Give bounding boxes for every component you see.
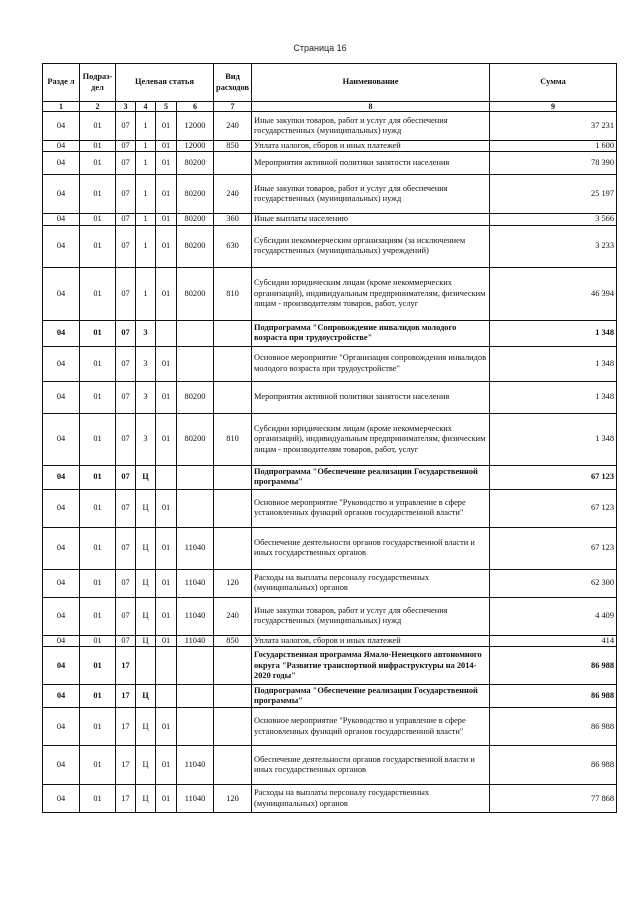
- column-number: 3: [116, 102, 136, 112]
- cell-podrazdel: 01: [80, 112, 116, 141]
- header-expense-type: Вид расходов: [214, 64, 252, 102]
- cell-name: Обеспечение деятельности органов государственной власти и иных государственных органов: [252, 746, 490, 785]
- cell-razdel: 04: [43, 381, 80, 413]
- cell-razdel: 04: [43, 708, 80, 746]
- cell-program: 07: [116, 597, 136, 635]
- table-row: [43, 527, 617, 569]
- cell-event: 01: [156, 569, 177, 597]
- header-target-article: Целевая статья: [116, 64, 214, 102]
- cell-expense-type: 810: [214, 413, 252, 465]
- cell-name: Обеспечение деятельности органов государственной власти и иных государственных органов: [252, 527, 490, 569]
- cell-expense-type: 810: [214, 267, 252, 320]
- cell-event: 01: [156, 152, 177, 175]
- cell-subprogram: 1: [136, 112, 156, 141]
- cell-expense-type: 240: [214, 112, 252, 141]
- cell-razdel: 04: [43, 685, 80, 708]
- cell-program: 17: [116, 746, 136, 785]
- cell-expense-type: 630: [214, 225, 252, 267]
- cell-podrazdel: 01: [80, 141, 116, 152]
- cell-event: 01: [156, 225, 177, 267]
- cell-sum: 414: [490, 635, 617, 646]
- cell-subprogram: 3: [136, 320, 156, 346]
- cell-name: Уплата налогов, сборов и иных платежей: [252, 141, 490, 152]
- cell-sum: 86 988: [490, 708, 617, 746]
- cell-direction: [177, 489, 214, 527]
- cell-podrazdel: 01: [80, 708, 116, 746]
- cell-direction: 11040: [177, 569, 214, 597]
- cell-podrazdel: 01: [80, 225, 116, 267]
- cell-razdel: 04: [43, 465, 80, 489]
- cell-direction: [177, 685, 214, 708]
- cell-podrazdel: 01: [80, 597, 116, 635]
- cell-razdel: 04: [43, 141, 80, 152]
- cell-direction: 80200: [177, 413, 214, 465]
- cell-razdel: 04: [43, 225, 80, 267]
- cell-sum: 67 123: [490, 489, 617, 527]
- column-number: 7: [214, 102, 252, 112]
- cell-name: Иные закупки товаров, работ и услуг для обеспечения государственных (муниципальных) нужд: [252, 597, 490, 635]
- cell-name: Основное мероприятие "Руководство и управление в сфере установленных функций органов государственной власти": [252, 489, 490, 527]
- cell-razdel: 04: [43, 214, 80, 225]
- cell-direction: [177, 647, 214, 685]
- cell-program: 07: [116, 346, 136, 381]
- cell-program: 07: [116, 214, 136, 225]
- header-razdel: Разде л: [43, 64, 80, 102]
- cell-podrazdel: 01: [80, 175, 116, 214]
- cell-direction: 12000: [177, 141, 214, 152]
- cell-event: 01: [156, 346, 177, 381]
- cell-podrazdel: 01: [80, 267, 116, 320]
- column-number: 9: [490, 102, 617, 112]
- cell-razdel: 04: [43, 635, 80, 646]
- cell-sum: 78 390: [490, 152, 617, 175]
- cell-razdel: 04: [43, 112, 80, 141]
- table-row: [43, 635, 617, 646]
- cell-program: 07: [116, 225, 136, 267]
- cell-podrazdel: 01: [80, 647, 116, 685]
- table-row: [43, 597, 617, 635]
- cell-podrazdel: 01: [80, 685, 116, 708]
- cell-sum: 25 197: [490, 175, 617, 214]
- cell-event: 01: [156, 112, 177, 141]
- cell-program: 07: [116, 465, 136, 489]
- cell-sum: 46 394: [490, 267, 617, 320]
- cell-direction: 80200: [177, 225, 214, 267]
- cell-direction: 11040: [177, 527, 214, 569]
- header-row: [43, 64, 617, 102]
- cell-program: 07: [116, 112, 136, 141]
- cell-subprogram: 1: [136, 225, 156, 267]
- cell-expense-type: [214, 489, 252, 527]
- cell-razdel: 04: [43, 152, 80, 175]
- cell-expense-type: 120: [214, 785, 252, 813]
- cell-expense-type: [214, 647, 252, 685]
- cell-program: 07: [116, 152, 136, 175]
- cell-sum: 1 348: [490, 413, 617, 465]
- page-label: Страница 16: [293, 43, 347, 53]
- cell-name: Иные закупки товаров, работ и услуг для обеспечения государственных (муниципальных) нужд: [252, 175, 490, 214]
- cell-podrazdel: 01: [80, 413, 116, 465]
- cell-podrazdel: 01: [80, 527, 116, 569]
- cell-expense-type: [214, 381, 252, 413]
- cell-event: 01: [156, 141, 177, 152]
- cell-subprogram: Ц: [136, 527, 156, 569]
- cell-event: 01: [156, 527, 177, 569]
- cell-program: 17: [116, 708, 136, 746]
- cell-event: 01: [156, 214, 177, 225]
- column-number-row: [43, 102, 617, 112]
- cell-name: Уплата налогов, сборов и иных платежей: [252, 635, 490, 646]
- cell-direction: 11040: [177, 785, 214, 813]
- cell-razdel: 04: [43, 320, 80, 346]
- cell-sum: 1 348: [490, 381, 617, 413]
- cell-direction: [177, 346, 214, 381]
- cell-event: 01: [156, 267, 177, 320]
- cell-direction: 80200: [177, 267, 214, 320]
- cell-subprogram: Ц: [136, 489, 156, 527]
- cell-razdel: 04: [43, 267, 80, 320]
- cell-expense-type: [214, 527, 252, 569]
- cell-sum: 3 566: [490, 214, 617, 225]
- column-number: 6: [177, 102, 214, 112]
- cell-event: 01: [156, 489, 177, 527]
- table-row: [43, 489, 617, 527]
- cell-event: 01: [156, 381, 177, 413]
- cell-subprogram: 3: [136, 346, 156, 381]
- cell-direction: 80200: [177, 152, 214, 175]
- cell-name: Мероприятия активной политики занятости населения: [252, 152, 490, 175]
- cell-subprogram: Ц: [136, 746, 156, 785]
- cell-program: 07: [116, 175, 136, 214]
- header-sum: Сумма: [490, 64, 617, 102]
- cell-expense-type: 240: [214, 597, 252, 635]
- column-number: 2: [80, 102, 116, 112]
- cell-podrazdel: 01: [80, 489, 116, 527]
- table-row: [43, 381, 617, 413]
- cell-sum: 1 348: [490, 320, 617, 346]
- cell-event: 01: [156, 785, 177, 813]
- cell-name: Иные выплаты населению: [252, 214, 490, 225]
- cell-podrazdel: 01: [80, 346, 116, 381]
- table-row: [43, 746, 617, 785]
- cell-razdel: 04: [43, 785, 80, 813]
- cell-sum: 86 988: [490, 746, 617, 785]
- cell-name: Субсидии некоммерческим организациям (за исключением государственных (муниципальных) учреждений): [252, 225, 490, 267]
- cell-razdel: 04: [43, 489, 80, 527]
- cell-program: 07: [116, 489, 136, 527]
- cell-subprogram: 1: [136, 175, 156, 214]
- cell-program: 17: [116, 685, 136, 708]
- cell-razdel: 04: [43, 346, 80, 381]
- cell-event: 01: [156, 746, 177, 785]
- cell-expense-type: [214, 465, 252, 489]
- cell-sum: 1 600: [490, 141, 617, 152]
- table-row: [43, 569, 617, 597]
- cell-sum: 3 233: [490, 225, 617, 267]
- cell-program: 07: [116, 267, 136, 320]
- cell-event: [156, 465, 177, 489]
- cell-sum: 77 868: [490, 785, 617, 813]
- cell-event: [156, 647, 177, 685]
- table-row: [43, 152, 617, 175]
- cell-event: 01: [156, 175, 177, 214]
- table-row: [43, 267, 617, 320]
- cell-event: [156, 320, 177, 346]
- cell-expense-type: 850: [214, 635, 252, 646]
- cell-expense-type: [214, 746, 252, 785]
- table-row: [43, 346, 617, 381]
- cell-subprogram: 1: [136, 141, 156, 152]
- cell-sum: 67 123: [490, 527, 617, 569]
- cell-expense-type: 240: [214, 175, 252, 214]
- cell-podrazdel: 01: [80, 381, 116, 413]
- cell-podrazdel: 01: [80, 746, 116, 785]
- cell-razdel: 04: [43, 413, 80, 465]
- cell-subprogram: [136, 647, 156, 685]
- cell-expense-type: [214, 152, 252, 175]
- cell-name: Субсидии юридическим лицам (кроме некоммерческих организаций), индивидуальным предпринимателям, физическим лицам - производителям товаров, работ, услуг: [252, 267, 490, 320]
- cell-subprogram: 3: [136, 381, 156, 413]
- budget-table: [42, 63, 617, 813]
- table-row: [43, 708, 617, 746]
- cell-program: 07: [116, 413, 136, 465]
- table-row: [43, 225, 617, 267]
- cell-event: [156, 685, 177, 708]
- cell-event: 01: [156, 708, 177, 746]
- cell-razdel: 04: [43, 175, 80, 214]
- cell-subprogram: Ц: [136, 465, 156, 489]
- table-row: [43, 685, 617, 708]
- cell-name: Основное мероприятие "Организация сопровождения инвалидов молодого возраста при трудоустройстве": [252, 346, 490, 381]
- cell-podrazdel: 01: [80, 569, 116, 597]
- cell-subprogram: Ц: [136, 685, 156, 708]
- column-number: 8: [252, 102, 490, 112]
- cell-subprogram: Ц: [136, 597, 156, 635]
- cell-subprogram: Ц: [136, 708, 156, 746]
- table-row: [43, 214, 617, 225]
- cell-direction: [177, 465, 214, 489]
- cell-name: Подпрограмма "Обеспечение реализации Государственной программы": [252, 465, 490, 489]
- cell-podrazdel: 01: [80, 214, 116, 225]
- cell-name: Мероприятия активной политики занятости населения: [252, 381, 490, 413]
- cell-razdel: 04: [43, 569, 80, 597]
- column-number: 1: [43, 102, 80, 112]
- cell-podrazdel: 01: [80, 635, 116, 646]
- cell-name: Иные закупки товаров, работ и услуг для обеспечения государственных (муниципальных) нужд: [252, 112, 490, 141]
- table-row: [43, 785, 617, 813]
- table-body: [43, 112, 617, 813]
- cell-name: Расходы на выплаты персоналу государственных (муниципальных) органов: [252, 785, 490, 813]
- table-row: [43, 141, 617, 152]
- cell-subprogram: 3: [136, 413, 156, 465]
- header-name: Наименование: [252, 64, 490, 102]
- cell-sum: 62 300: [490, 569, 617, 597]
- cell-expense-type: 120: [214, 569, 252, 597]
- cell-razdel: 04: [43, 647, 80, 685]
- cell-program: 07: [116, 141, 136, 152]
- column-number: 5: [156, 102, 177, 112]
- table-row: [43, 413, 617, 465]
- cell-event: 01: [156, 597, 177, 635]
- cell-event: 01: [156, 413, 177, 465]
- cell-sum: 67 123: [490, 465, 617, 489]
- cell-subprogram: 1: [136, 152, 156, 175]
- cell-program: 07: [116, 635, 136, 646]
- cell-direction: [177, 708, 214, 746]
- cell-direction: 80200: [177, 214, 214, 225]
- cell-name: Подпрограмма "Сопровождение инвалидов молодого возраста при трудоустройстве": [252, 320, 490, 346]
- cell-direction: 80200: [177, 175, 214, 214]
- header-podrazdel: Подраз- дел: [80, 64, 116, 102]
- cell-direction: 11040: [177, 746, 214, 785]
- cell-program: 07: [116, 320, 136, 346]
- cell-program: 17: [116, 785, 136, 813]
- cell-subprogram: 1: [136, 267, 156, 320]
- cell-direction: 11040: [177, 635, 214, 646]
- cell-program: 07: [116, 569, 136, 597]
- cell-event: 01: [156, 635, 177, 646]
- cell-name: Расходы на выплаты персоналу государственных (муниципальных) органов: [252, 569, 490, 597]
- cell-expense-type: [214, 685, 252, 708]
- cell-direction: 12000: [177, 112, 214, 141]
- cell-expense-type: [214, 320, 252, 346]
- cell-podrazdel: 01: [80, 152, 116, 175]
- cell-sum: 86 988: [490, 685, 617, 708]
- table-row: [43, 647, 617, 685]
- table-row: [43, 112, 617, 141]
- cell-sum: 37 231: [490, 112, 617, 141]
- cell-sum: 4 409: [490, 597, 617, 635]
- cell-direction: 80200: [177, 381, 214, 413]
- table-row: [43, 175, 617, 214]
- column-number: 4: [136, 102, 156, 112]
- table-row: [43, 320, 617, 346]
- cell-program: 07: [116, 381, 136, 413]
- cell-subprogram: Ц: [136, 635, 156, 646]
- cell-program: 17: [116, 647, 136, 685]
- cell-sum: 1 348: [490, 346, 617, 381]
- cell-subprogram: 1: [136, 214, 156, 225]
- cell-podrazdel: 01: [80, 785, 116, 813]
- cell-direction: [177, 320, 214, 346]
- cell-name: Государственная программа Ямало-Ненецкого автономного округа "Развитие транспортной инфраструктуры на 2014-2020 годы": [252, 647, 490, 685]
- cell-expense-type: [214, 708, 252, 746]
- cell-razdel: 04: [43, 527, 80, 569]
- cell-expense-type: 360: [214, 214, 252, 225]
- cell-razdel: 04: [43, 597, 80, 635]
- table-row: [43, 465, 617, 489]
- cell-subprogram: Ц: [136, 785, 156, 813]
- cell-sum: 86 988: [490, 647, 617, 685]
- cell-podrazdel: 01: [80, 320, 116, 346]
- cell-name: Субсидии юридическим лицам (кроме некоммерческих организаций), индивидуальным предпринимателям, физическим лицам - производителям товаров, работ, услуг: [252, 413, 490, 465]
- cell-direction: 11040: [177, 597, 214, 635]
- cell-expense-type: 850: [214, 141, 252, 152]
- cell-expense-type: [214, 346, 252, 381]
- cell-podrazdel: 01: [80, 465, 116, 489]
- cell-name: Подпрограмма "Обеспечение реализации Государственной программы": [252, 685, 490, 708]
- cell-razdel: 04: [43, 746, 80, 785]
- cell-subprogram: Ц: [136, 569, 156, 597]
- cell-name: Основное мероприятие "Руководство и управление в сфере установленных функций органов государственной власти": [252, 708, 490, 746]
- cell-program: 07: [116, 527, 136, 569]
